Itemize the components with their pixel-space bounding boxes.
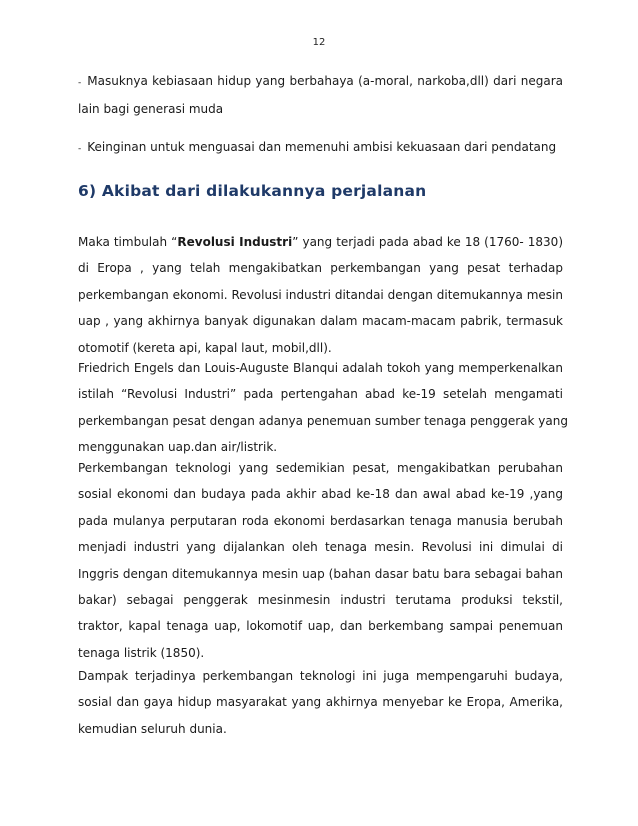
paragraph (78, 355, 568, 461)
text-line: pada mulanya perputaran roda ekonomi berdasarkan tenaga manusia berubah (78, 513, 563, 528)
text-line: kemudian seluruh dunia. (78, 721, 227, 736)
text-line (78, 229, 563, 255)
text-line: sosial dan gaya hidup masyarakat yang akhirnya menyebar ke Eropa, Amerika, (78, 695, 563, 710)
paragraph (78, 455, 563, 666)
text-line: Friedrich Engels dan Louis-Auguste Blanqui adalah tokoh yang memperkenalkan (78, 361, 563, 375)
text-line: bakar) sebagai penggerak mesinmesin industri terutama produksi tekstil, (78, 593, 563, 608)
page-number: 12 (312, 37, 326, 48)
text-line: uap , yang akhirnya banyak digunakan dalam macam-macam pabrik, termasuk (78, 314, 563, 329)
text-line: traktor, kapal tenaga uap, lokomotif uap, dan berkembang sampai penemuan (78, 619, 563, 634)
text-line (78, 134, 563, 162)
text-line: menjadi industri yang dijalankan oleh tenaga mesin. Revolusi ini dimulai di (78, 540, 563, 555)
text-line: tenaga listrik (1850). (78, 645, 205, 660)
text-line: lain bagi generasi muda (78, 102, 224, 117)
text-line: menggunakan uap.dan air/listrik. (78, 440, 278, 455)
text-line (78, 68, 563, 96)
text-line: sosial ekonomi dan budaya pada akhir abad ke-18 dan awal abad ke-19 ,yang (78, 487, 563, 502)
text-line: otomotif (kereta api, kapal laut, mobil,dll). (78, 340, 332, 355)
bold-term: Revolusi Industri (177, 235, 293, 249)
text-line: perkembangan ekonomi. Revolusi industri ditandai dengan ditemukannya mesin (78, 287, 563, 302)
bullet-text: Keinginan untuk menguasai dan memenuhi ambisi kekuasaan dari pendatang (87, 140, 557, 154)
paragraph (78, 663, 563, 742)
bullet-text: Masuknya kebiasaan hidup yang berbahaya (a-moral, narkoba,dll) dari negara (87, 74, 563, 88)
paragraph (78, 229, 563, 361)
text-line: istilah “Revolusi Industri” pada pertengahan abad ke-19 setelah mengamati (78, 387, 563, 402)
text-line: di Eropa , yang telah mengakibatkan perkembangan yang pesat terhadap (78, 261, 563, 276)
text-line: Dampak terjadinya perkembangan teknologi ini juga mempengaruhi budaya, (78, 669, 563, 683)
text-line: perkembangan pesat dengan adanya penemuan sumber tenaga penggerak yang (78, 413, 568, 428)
bullet-item (78, 134, 563, 162)
bullet-item (78, 68, 563, 123)
text-span: ” yang terjadi pada abad ke 18 (1760- 1830) (292, 235, 563, 249)
section-heading: 6) Akibat dari dilakukannya perjalanan (78, 182, 427, 200)
text-span: Maka timbulah “ (78, 235, 178, 249)
bullet-dash: - (78, 78, 82, 88)
bullet-dash: - (78, 144, 82, 154)
text-line: Perkembangan teknologi yang sedemikian pesat, mengakibatkan perubahan (78, 461, 563, 475)
text-line: Inggris dengan ditemukannya mesin uap (bahan dasar batu bara sebagai bahan (78, 566, 563, 581)
